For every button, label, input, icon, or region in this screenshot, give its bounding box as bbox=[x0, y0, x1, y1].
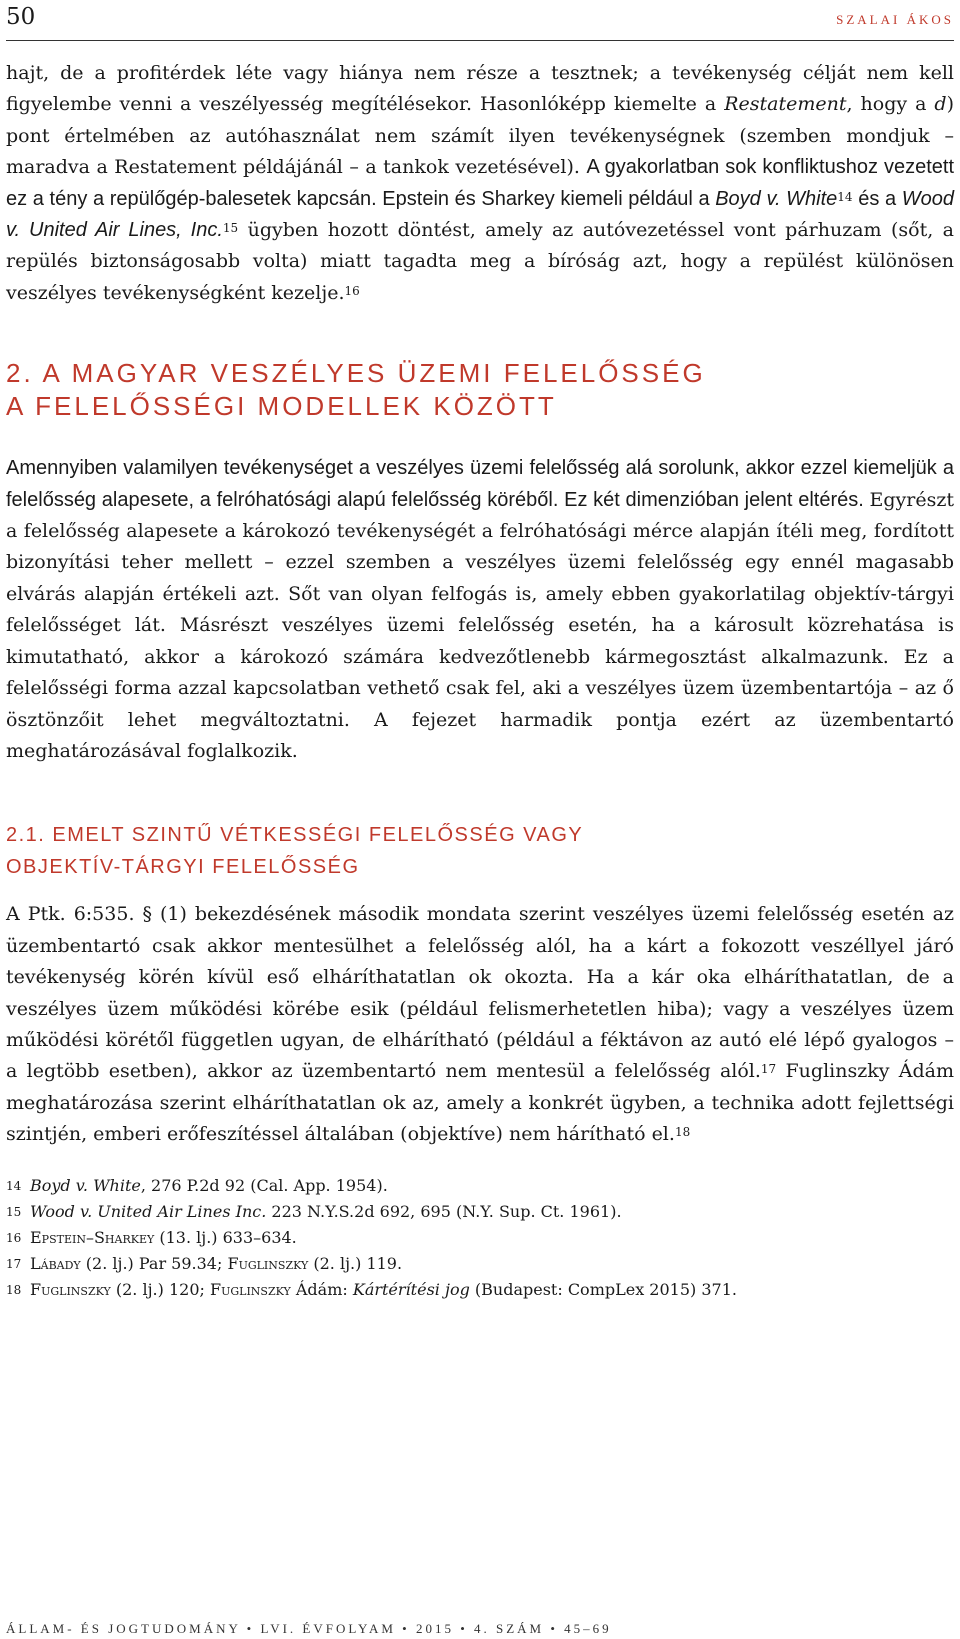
paragraph-2 bbox=[6, 453, 954, 767]
text-italic: Wood v. United Air Lines Inc. bbox=[30, 1201, 267, 1221]
page-number: 50 bbox=[6, 4, 36, 30]
running-head: SZALAI ÁKOS bbox=[836, 12, 954, 27]
text-italic: Wood v. United Air Lines, Inc. bbox=[6, 187, 954, 242]
footnote-number: 14 bbox=[6, 1178, 22, 1193]
text: Egyrészt a felelősség alapesete a károkozó tevékenységét a felróhatósági mérce alapján ítéli meg, fordított bizonyítási teher mellett – ezzel szemben a veszélyes üzemi felelősség egy ennél magasabb elvárás alapján értékeli azt. Sőt van olyan felfogás is, amely ebben gyakorlatilag objektív-tárgyi felelősséget lát. Másrészt veszélyes üzemi felelősség esetén, ha a károsult közrehatása is kimutatható, akkor a károkozó számára kedvezőtlenebb kármegosztást alkalmazunk. Ez a felelősségi forma azzal kapcsolatban vethető csak fel, aki a veszélyes üzem üzembentartója – az ő ösztönzőit lehet megváltoztatni. A fejezet harmadik pontja ezért az üzembentartó meghatározásával foglalkozik. bbox=[6, 488, 954, 762]
author-name: Fuglinszky bbox=[209, 1279, 291, 1299]
text: (Budapest: CompLex 2015) 371. bbox=[469, 1279, 737, 1299]
footnote-ref[interactable]: 18 bbox=[674, 1125, 691, 1140]
footnote-number: 16 bbox=[6, 1230, 22, 1245]
text: hajt, de a profitérdek léte vagy hiánya nem része a tesztnek; a tevékenység célját nem kell figyelembe venni a veszélyesség megítélésekor. Hasonlóképp kiemelte a bbox=[6, 62, 954, 116]
footnote-ref[interactable]: 17 bbox=[760, 1062, 777, 1077]
footnote-number: 17 bbox=[6, 1256, 22, 1271]
author-name: Fuglinszky bbox=[30, 1279, 111, 1299]
text: (2. lj.) Par 59.34; bbox=[80, 1253, 228, 1273]
text: ügyben hozott döntést, amely az autóvezetéssel vont párhuzam (sőt, a repülés biztonságosabb volta) miatt tagadta meg a bíróság azt, hogy a repülést különösen veszélyes tevékenységként kezelje. bbox=[6, 219, 955, 304]
text: , hogy a bbox=[846, 93, 935, 116]
text: Fuglinszky Ádám meghatározása szerint elháríthatatlan ok az, amely a konkrét ügyben, a technika adott fejlettségi szintjén, emberi erőfeszítéssel általában (objektíve) nem hárítható el. bbox=[6, 1060, 954, 1146]
text-italic: Kártérítési jog bbox=[352, 1279, 470, 1299]
text: (2. lj.) 120; bbox=[110, 1279, 210, 1299]
text: és a bbox=[852, 187, 902, 210]
text-italic: Restatement bbox=[724, 93, 847, 116]
footnote-number: 15 bbox=[6, 1204, 22, 1219]
footnotes bbox=[6, 1173, 954, 1303]
subsection-heading bbox=[6, 819, 954, 883]
text: , 276 P.2d 92 (Cal. App. 1954). bbox=[140, 1175, 388, 1195]
text: (2. lj.) 119. bbox=[308, 1253, 403, 1273]
section-heading bbox=[6, 357, 954, 423]
footnote bbox=[6, 1251, 954, 1277]
footnote bbox=[6, 1277, 954, 1303]
heading-line: 2.1. EMELT SZINTŰ VÉTKESSÉGI FELELŐSSÉG VAGY bbox=[6, 824, 584, 847]
page-footer: ÁLLAM- ÉS JOGTUDOMÁNY • LVI. ÉVFOLYAM • 2015 • 4. SZÁM • 45–69 bbox=[6, 1621, 612, 1636]
text: A Ptk. 6:535. § (1) bekezdésének második mondata szerint veszélyes üzemi felelősség esetén az üzembentartó csak akkor mentesülhet a felelősség alól, ha a kárt a fokozott veszéllyel járó tevékenység körén kívül eső elháríthatatlan ok okozta. Ha a kár oka elháríthatatlan, de a veszélyes üzem működési körébe esik (például felismerhetetlen hiba); vagy a veszélyes üzem működési körétől független ugyan, de elhárítható (például a féktávon az autó elé lépő gyalogos – a legtöbb esetben), akkor az üzembentartó nem mentesül a felelősség alól. bbox=[6, 903, 954, 1083]
footnote bbox=[6, 1173, 954, 1199]
author-name: Fuglinszky bbox=[227, 1253, 309, 1273]
footnote bbox=[6, 1199, 954, 1225]
heading-line: OBJEKTÍV-TÁRGYI FELELŐSSÉG bbox=[6, 856, 360, 879]
page-header bbox=[6, 0, 954, 41]
footnote-ref[interactable]: 16 bbox=[344, 283, 360, 298]
text: ) pont értelmében az autóhasználat nem számít ilyen tevékenységnek (szemben mondjuk – maradva a Restatement példájánál – a tankok vezetésével). bbox=[6, 93, 954, 179]
footnote bbox=[6, 1225, 954, 1251]
text: Ádám: bbox=[290, 1279, 353, 1299]
footnote-ref[interactable]: 14 bbox=[837, 189, 853, 204]
paragraph-3 bbox=[6, 899, 954, 1150]
paragraph-1 bbox=[6, 58, 954, 309]
text: (13. lj.) 633–634. bbox=[154, 1227, 297, 1247]
text: Amennyiben valamilyen tevékenységet a veszélyes üzemi felelősség alá sorolunk, akkor ezzel kiemeljük a felelősség alapesete, a felróhatósági alapú felelősség köréből. Ez két dimenzióban jelent eltérés. bbox=[6, 457, 954, 511]
footnote-number: 18 bbox=[6, 1282, 22, 1297]
text: A gyakorlatban sok konfliktushoz vezetett ez a tény a repülőgép-balesetek kapcsán. Epstein és Sharkey kiemeli például a bbox=[6, 156, 954, 210]
heading-line: A FELELŐSSÉGI MODELLEK KÖZÖTT bbox=[6, 391, 557, 422]
text-italic: Boyd v. White bbox=[715, 187, 838, 210]
footnote-ref[interactable]: 15 bbox=[222, 221, 239, 236]
text: 223 N.Y.S.2d 692, 695 (N.Y. Sup. Ct. 1961). bbox=[266, 1201, 622, 1221]
text-italic: Boyd v. White bbox=[30, 1175, 141, 1195]
page-content bbox=[6, 58, 954, 1303]
author-name: Epstein–Sharkey bbox=[30, 1227, 155, 1247]
heading-line: 2. A MAGYAR VESZÉLYES ÜZEMI FELELŐSSÉG bbox=[6, 358, 706, 389]
text-italic: d bbox=[934, 93, 947, 116]
author-name: Lábady bbox=[30, 1253, 81, 1273]
